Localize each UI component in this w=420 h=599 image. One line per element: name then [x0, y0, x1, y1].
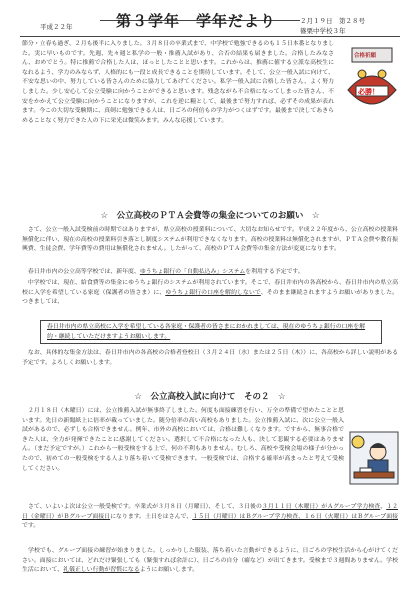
section1-paragraph-3: 中学校では、現在、給食費等の集金にゆうちょ銀行のシステムが利用されています。そこで、春日井市内の各高校から、春日井市内の県立高校に入学を希望している家庭（保護者の皆さま）に、ゆうちょ銀行の口座を解約しないで、そのまま継続されますようお願いがありました。つきましては、: [22, 280, 399, 306]
section1-paragraph-1: さて、公立一般入試受検前の時期ではありますが、県立高校の授業料について、大切なお知らせです。平成２２年度から、公立高校の授業料無償化に伴い、現在の高校の授業料引き落とし制度システムが利用できなくなります。高校の授業料は無償化されますが、ＰＴＡ会費や教育振興費、生徒会費、学年費等の費用は無償化されません。したがって、高校のＰＴＡ会費等の集金方法が変更になります。: [22, 227, 398, 253]
yucho-system-link-text: ゆうちょ銀行の「自動払込み」システム: [139, 269, 246, 275]
header-divider: [20, 36, 400, 37]
account-keep-text: ゆうちょ銀行の口座を解約しないで: [165, 289, 261, 296]
badge-top-text: 合格祈願: [354, 53, 377, 59]
issue-date: ２月１９日 第２８号: [300, 17, 365, 25]
section1-heading: ☆ 公立高校のＰＴＡ会費等の集金についてのお願い ☆: [100, 211, 320, 221]
section2-paragraph-2: さて、いよいよ次は公立一般受検です。卒業式が３月８日（月曜日）、そして、３日後の３月１１日（木曜日）がＡグループ学力検査、１２日（金曜日）がＢグループ面接日になります。土日をはさんで、１５日（月曜日）はＢグループ学力検査、１６日（火曜日）はＢグループ面接です。: [22, 504, 399, 530]
section2-paragraph-3: 学校でも、グループ面接の練習が始まりました。しっかりした服装、落ち着いた言動ができるように、日ごろの学校生活から心がけてください。面接においては、どれだけ緊張しても（緊張すれば余計に）、日ごろの自分（癖など）が出てきます。受検まで３週間ありません。学校生活において、礼儀正しい行動が習慣になるようにお願いします。: [22, 548, 398, 574]
good-luck-badge: [342, 44, 402, 122]
studying-student-icon: [348, 430, 400, 486]
badge-main-text: 必勝！: [358, 88, 379, 96]
section1-paragraph-4: なお、具体的な集金方法は、春日井市内の各高校の合格者登校日（３月２４日（水）または２５日（木））に、各高校から詳しい説明がある予定です。よろしくお願いします。: [22, 350, 398, 366]
school-name: 篠栗中学校３年: [300, 27, 346, 35]
group-b-interview-date: １２日（金曜日）がＢグループ面接日: [22, 504, 399, 520]
section2-heading: ☆ 公立高校入試に向けて その２ ☆: [134, 392, 286, 402]
era-year: 平成２２年: [40, 23, 73, 31]
request-box: [40, 320, 382, 344]
group-b-exam-interview-dates: １５日（月曜日）はＢグループ学力検査、１６日（火曜日）はＢグループ面接: [192, 513, 398, 520]
page-title: 第３学年 学年だより: [116, 12, 277, 30]
polite-behavior-text: 礼儀正しい行動が習慣になる: [63, 567, 140, 574]
intro-paragraph: 節分・立春も過ぎ、２月も後半に入りました。３月８日の卒業式まで、中学校で勉強できるのも１５日本番となりました。実に早いものです。先週、先々週と私学の一般・推薦入試があり、合否の結果も届きました。合格したみなさん、おめでとう。特に推薦で合格した人は、ほっとしたことと思います。これからは、推薦に値する立派な高校生になれるよう、学力のみならず、人格的にも一段と成長できることを期待しています。そして、公立一般入試に向けて、不安な思いの中、努力している皆さんのために協力してあげてください。私学一般入試に合格した皆さん、よく努力しました。少し安心して公立受験に向かうことができると思います。残念ながら不合格になってしまった皆さん、不安をかかえて公立受験に向かうことになりますが、これを逆に糧として、最後まで努力すれば、必ずその成果が表れます。今この大切な受験期に、真剣に勉強できる人は、日ごろの何倍もの学力がつくはずです。最後まで決してあきらめることなく努力できた人の下に栄光は微笑みます。みんな応援しています。: [22, 41, 334, 124]
group-a-exam-date: ３月１１日（木曜日）がＡグループ学力検査: [261, 504, 381, 510]
student-illustration: [348, 430, 400, 486]
section1-paragraph-2: 春日井市内の公立高等学校では、新年度、ゆうちょ銀行の「自動払込み」システムを利用する予定です。: [22, 269, 304, 275]
request-box-text: 春日井市内の県立高校に入学を希望している各家庭・保護者の皆さまにおかれましては、現在のゆうちょ銀行の口座を解約・継続していただけますようお願いします。: [47, 324, 366, 340]
section2-paragraph-1: ２月１８日（木曜日）には、公立推薦入試が無事終了しました。何度も面接練習を行い、万全の準備で望めたことと思います。先日の新聞紙上に倍率が載っていました。随分倍率の高い高校もありました。公立推薦入試に、次に公立一般入試があるので、必ずしも合格できません。例年、市外の高校においては、合格は難しくなります。ですから、無事合格できた人は、全力が発揮できたことに感謝してください。選択して不合格になった人も、決して悲観する必要はありません。（まだ予定ですが。）これから一般受検をする上で、何の不利もありません。むしろ、高校や受検会場の様子が分かったので、初めての一般受検をする人より落ち着いて受検できます。一般受検では、合格する確率が高まったと考えて受検してください。: [22, 408, 344, 472]
